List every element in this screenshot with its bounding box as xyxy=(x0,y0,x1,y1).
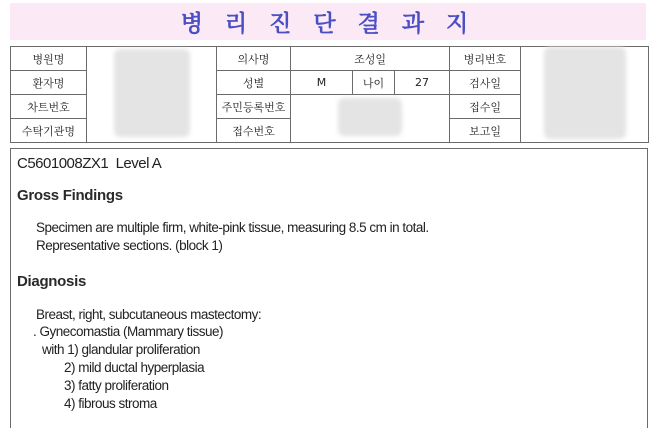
diagnosis-line: 3) fatty proliferation xyxy=(64,378,169,393)
patient-info-table xyxy=(10,46,649,143)
age-label: 나이 xyxy=(353,71,395,95)
referrer-label: 수탁기관명 xyxy=(11,119,87,143)
patient-label: 환자명 xyxy=(11,71,87,95)
hospital-label: 병원명 xyxy=(11,47,87,71)
sex-value: M xyxy=(291,71,353,95)
receipt-date-label: 접수일 xyxy=(450,95,521,119)
sex-label: 성별 xyxy=(217,71,291,95)
hospital-patient-redacted xyxy=(87,47,217,143)
diagnosis-line: 4) fibrous stroma xyxy=(64,396,157,411)
gross-line: Representative sections. (block 1) xyxy=(36,238,223,253)
resident-number-redacted xyxy=(291,95,450,143)
doctor-value: 조성일 xyxy=(291,47,450,71)
gross-line: Specimen are multiple firm, white-pink tissue, measuring 8.5 cm in total. xyxy=(36,220,429,235)
dates-redacted xyxy=(521,47,649,143)
diagnosis-line: . Gynecomastia (Mammary tissue) xyxy=(33,324,224,339)
doctor-label: 의사명 xyxy=(217,47,291,71)
title-bar xyxy=(10,3,646,40)
diagnosis-line: Breast, right, subcutaneous mastectomy: xyxy=(36,307,262,322)
diagnosis-line: with 1) glandular proliferation xyxy=(42,342,200,357)
chart-number-label: 차트번호 xyxy=(11,95,87,119)
receipt-number-label: 접수번호 xyxy=(217,119,291,143)
report-body xyxy=(10,148,648,428)
case-id: C5601008ZX1 Level A xyxy=(17,155,162,172)
gross-findings-heading: Gross Findings xyxy=(17,187,123,204)
exam-date-label: 검사일 xyxy=(450,71,521,95)
diagnosis-heading: Diagnosis xyxy=(17,273,86,290)
resident-number-label: 주민등록번호 xyxy=(217,95,291,119)
age-value: 27 xyxy=(395,71,450,95)
diagnosis-line: 2) mild ductal hyperplasia xyxy=(64,360,205,375)
report-date-label: 보고일 xyxy=(450,119,521,143)
page-title: 병 리 진 단 결 과 지 xyxy=(180,11,476,37)
pathology-number-label: 병리번호 xyxy=(450,47,521,71)
